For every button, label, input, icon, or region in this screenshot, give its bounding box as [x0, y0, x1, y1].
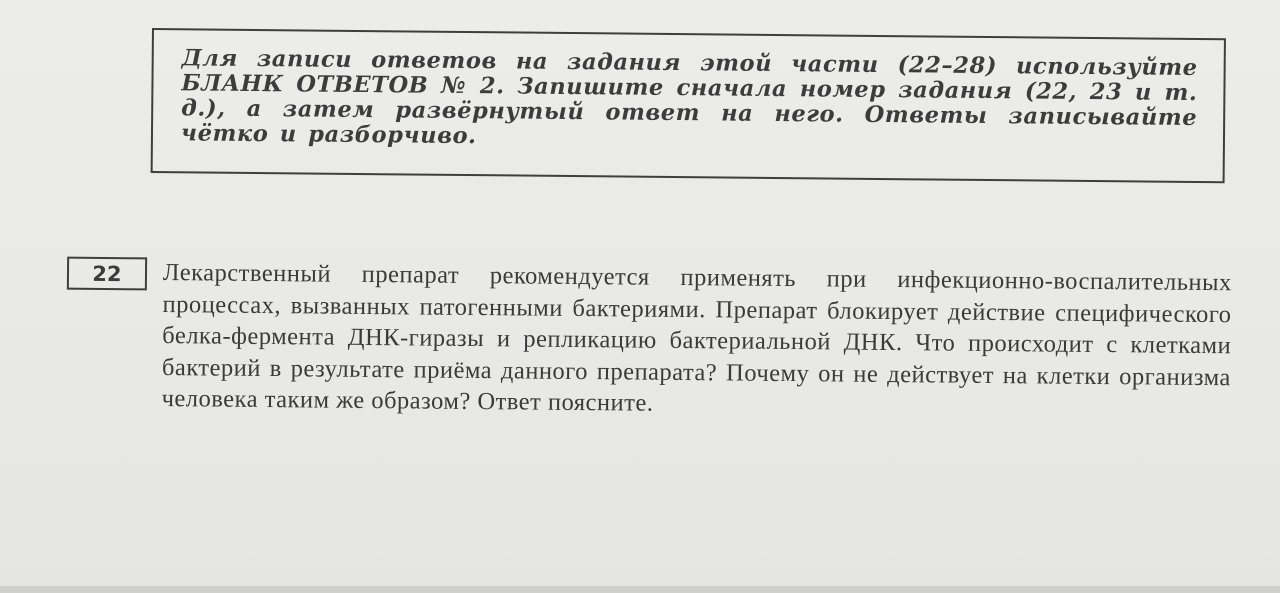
instruction-text: Для записи ответов на задания этой части (22–28) используйте БЛАНК ОТВЕТОВ № 2. Запишите сначала номер задания (22, 23 и т. д.), а затем развёрнутый ответ на него. Ответы записывайте чётко и разборчиво. — [180, 45, 1198, 150]
instruction-box — [151, 28, 1226, 183]
question-text: Лекарственный препарат рекомендуется применять при инфекционно-воспалительных процессах, вызванных патогенными бактериями. Препарат блокирует действие специфического белка-фермента ДНК-гиразы и репликацию бактериальной ДНК. Что происходит с клетками бактерий в результате приёма данного препарата? Почему он не действует на клетки организма человека таким же образом? Ответ поясните. — [161, 258, 1232, 417]
question-number: 22 — [67, 257, 147, 291]
page-edge-shadow — [0, 586, 1280, 593]
